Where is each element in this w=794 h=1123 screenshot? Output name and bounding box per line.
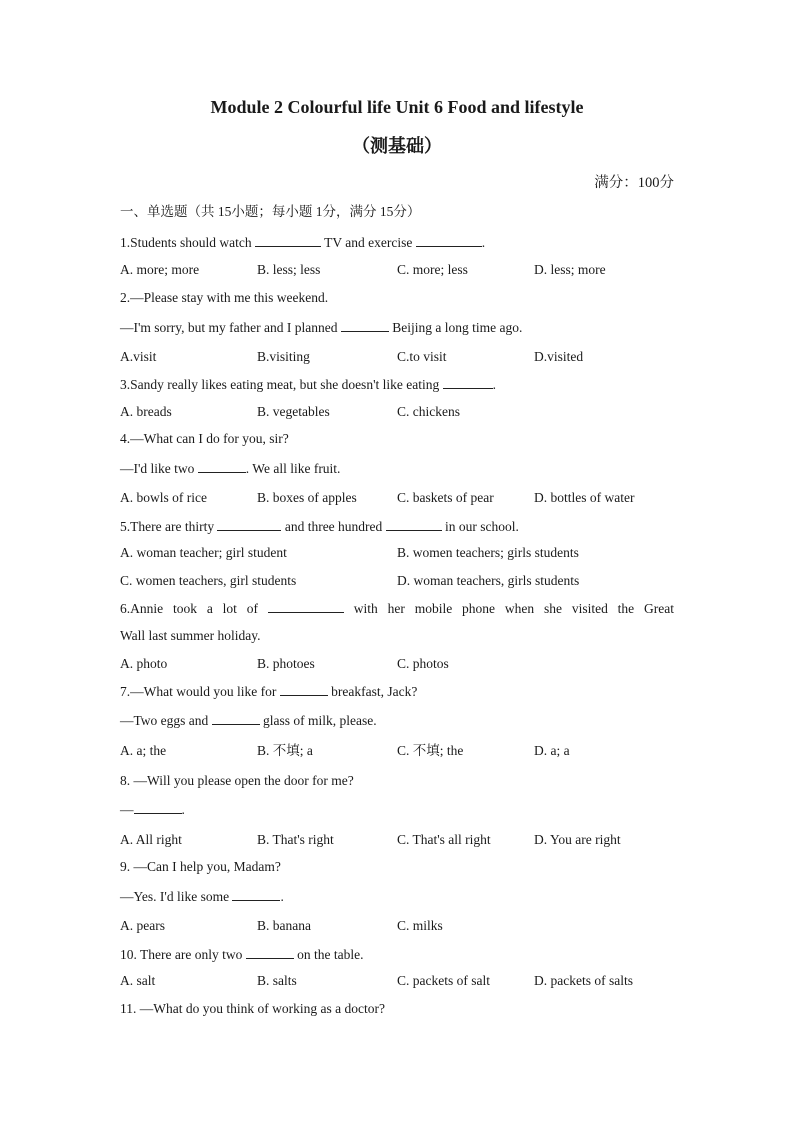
option-c[interactable]: C. photos bbox=[397, 656, 449, 671]
answer-blank bbox=[416, 233, 482, 247]
question-6-line-2 bbox=[120, 627, 261, 645]
answer-blank bbox=[341, 318, 389, 332]
option-a[interactable]: A. pears bbox=[120, 918, 165, 933]
question-5-options bbox=[120, 544, 680, 562]
option-a[interactable]: A. more; more bbox=[120, 262, 200, 277]
question-9-options bbox=[120, 917, 680, 935]
question-text: . bbox=[481, 235, 486, 250]
question-text: —Yes. I'd like some bbox=[120, 889, 233, 904]
question-10-line-1 bbox=[120, 945, 363, 964]
question-text: on the table. bbox=[293, 947, 364, 962]
option-b[interactable]: B. women teachers; girls students bbox=[397, 545, 579, 560]
option-b[interactable]: B. banana bbox=[257, 918, 311, 933]
question-text: 11. —What do you think of working as a doctor? bbox=[120, 1001, 385, 1016]
option-c[interactable]: C.to visit bbox=[397, 349, 447, 364]
question-text: 7.—What would you like for bbox=[120, 684, 280, 699]
answer-blank bbox=[134, 800, 182, 814]
question-text: TV and exercise bbox=[321, 235, 416, 250]
question-text: breakfast, Jack? bbox=[327, 684, 418, 699]
question-4-line-2 bbox=[120, 459, 340, 478]
answer-blank bbox=[246, 945, 294, 959]
question-text: glass of milk, please. bbox=[259, 713, 377, 728]
question-text: . bbox=[280, 889, 284, 904]
question-6-line-1 bbox=[120, 599, 674, 618]
question-text: —I'm sorry, but my father and I planned bbox=[120, 320, 341, 335]
option-a[interactable]: A. salt bbox=[120, 973, 156, 988]
question-text: Beijing a long time ago. bbox=[388, 320, 523, 335]
question-1-line-1 bbox=[120, 233, 485, 252]
question-text: 8. —Will you please open the door for me? bbox=[120, 773, 354, 788]
option-c[interactable]: C. packets of salt bbox=[397, 973, 490, 988]
option-d[interactable]: D. less; more bbox=[534, 262, 606, 277]
option-d[interactable]: D. a; a bbox=[534, 743, 570, 758]
question-text: — bbox=[120, 802, 134, 817]
question-5-options bbox=[120, 572, 680, 590]
question-text: in our school. bbox=[441, 519, 519, 534]
option-b[interactable]: B. photoes bbox=[257, 656, 315, 671]
answer-blank bbox=[212, 711, 260, 725]
question-3-line-1 bbox=[120, 375, 496, 394]
question-text: Wall last summer holiday. bbox=[120, 628, 261, 643]
question-text: 10. There are only two bbox=[120, 947, 246, 962]
option-a[interactable]: A. All right bbox=[120, 832, 182, 847]
question-8-line-2 bbox=[120, 800, 185, 819]
question-text: . We all like fruit. bbox=[245, 461, 341, 476]
answer-blank bbox=[386, 517, 442, 531]
question-text: 1.Students should watch bbox=[120, 235, 255, 250]
option-a[interactable]: A. woman teacher; girl student bbox=[120, 545, 287, 560]
question-2-line-2 bbox=[120, 318, 522, 337]
question-text: 2.—Please stay with me this weekend. bbox=[120, 290, 329, 305]
page-title: Module 2 Colourful life Unit 6 Food and lifestyle bbox=[210, 97, 584, 117]
option-b[interactable]: B. That's right bbox=[257, 832, 334, 847]
question-2-line-1 bbox=[120, 289, 328, 307]
question-text: —Two eggs and bbox=[120, 713, 212, 728]
total-score: 满分：100分 bbox=[594, 175, 674, 191]
question-text: 4.—What can I do for you, sir? bbox=[120, 431, 289, 446]
answer-blank bbox=[232, 887, 280, 901]
question-4-line-1 bbox=[120, 430, 289, 448]
option-d[interactable]: D.visited bbox=[534, 349, 584, 364]
question-9-line-1 bbox=[120, 858, 281, 876]
question-1-options bbox=[120, 261, 680, 279]
answer-blank bbox=[280, 682, 328, 696]
question-text: 5.There are thirty bbox=[120, 519, 218, 534]
question-6-options bbox=[120, 655, 680, 673]
question-2-options bbox=[120, 348, 680, 366]
question-9-line-2 bbox=[120, 887, 284, 906]
question-text: 9. —Can I help you, Madam? bbox=[120, 859, 281, 874]
option-b[interactable]: B.visiting bbox=[257, 349, 310, 364]
option-b[interactable]: B. less; less bbox=[257, 262, 321, 277]
question-11-line-1 bbox=[120, 1000, 385, 1018]
question-text: 6.Annie took a lot of bbox=[120, 601, 268, 616]
option-c[interactable]: C. women teachers, girl students bbox=[120, 573, 297, 588]
answer-blank bbox=[198, 459, 246, 473]
question-text: . bbox=[181, 802, 185, 817]
answer-blank bbox=[255, 233, 321, 247]
option-c[interactable]: C. milks bbox=[397, 918, 443, 933]
option-c[interactable]: C. more; less bbox=[397, 262, 468, 277]
option-a[interactable]: A. breads bbox=[120, 404, 172, 419]
page-subtitle: （测基础） bbox=[352, 136, 442, 156]
option-a[interactable]: A. a; the bbox=[120, 743, 167, 758]
option-d[interactable]: D. woman teachers, girls students bbox=[397, 573, 580, 588]
option-c[interactable]: C. That's all right bbox=[397, 832, 491, 847]
option-c[interactable]: C. 不填; the bbox=[397, 743, 464, 758]
section-heading: 一、单选题（共 15小题；每小题 1分，满分 15分） bbox=[120, 204, 421, 219]
question-text: . bbox=[492, 377, 496, 392]
option-b[interactable]: B. boxes of apples bbox=[257, 490, 357, 505]
question-text: —I'd like two bbox=[120, 461, 198, 476]
option-c[interactable]: C. chickens bbox=[397, 404, 460, 419]
option-d[interactable]: D. You are right bbox=[534, 832, 621, 847]
question-7-line-1 bbox=[120, 682, 417, 701]
question-8-line-1 bbox=[120, 772, 354, 790]
question-text: 3.Sandy really likes eating meat, but she doesn't like eating bbox=[120, 377, 443, 392]
question-8-options bbox=[120, 831, 680, 849]
question-3-options bbox=[120, 403, 680, 421]
option-d[interactable]: D. packets of salts bbox=[534, 973, 633, 988]
option-a[interactable]: A. photo bbox=[120, 656, 168, 671]
option-b[interactable]: B. 不填; a bbox=[257, 743, 313, 758]
question-text: and three hundred bbox=[281, 519, 386, 534]
option-d[interactable]: D. bottles of water bbox=[534, 490, 635, 505]
option-b[interactable]: B. vegetables bbox=[257, 404, 330, 419]
question-7-line-2 bbox=[120, 711, 377, 730]
question-text: with her mobile phone when she visited the Great bbox=[343, 601, 675, 616]
question-5-line-1 bbox=[120, 517, 519, 536]
option-a[interactable]: A. bowls of rice bbox=[120, 490, 207, 505]
question-4-options bbox=[120, 489, 680, 507]
answer-blank bbox=[268, 599, 344, 613]
option-b[interactable]: B. salts bbox=[257, 973, 297, 988]
question-7-options bbox=[120, 742, 680, 760]
option-a[interactable]: A.visit bbox=[120, 349, 157, 364]
answer-blank bbox=[443, 375, 493, 389]
question-10-options bbox=[120, 972, 680, 990]
option-c[interactable]: C. baskets of pear bbox=[397, 490, 494, 505]
answer-blank bbox=[217, 517, 281, 531]
